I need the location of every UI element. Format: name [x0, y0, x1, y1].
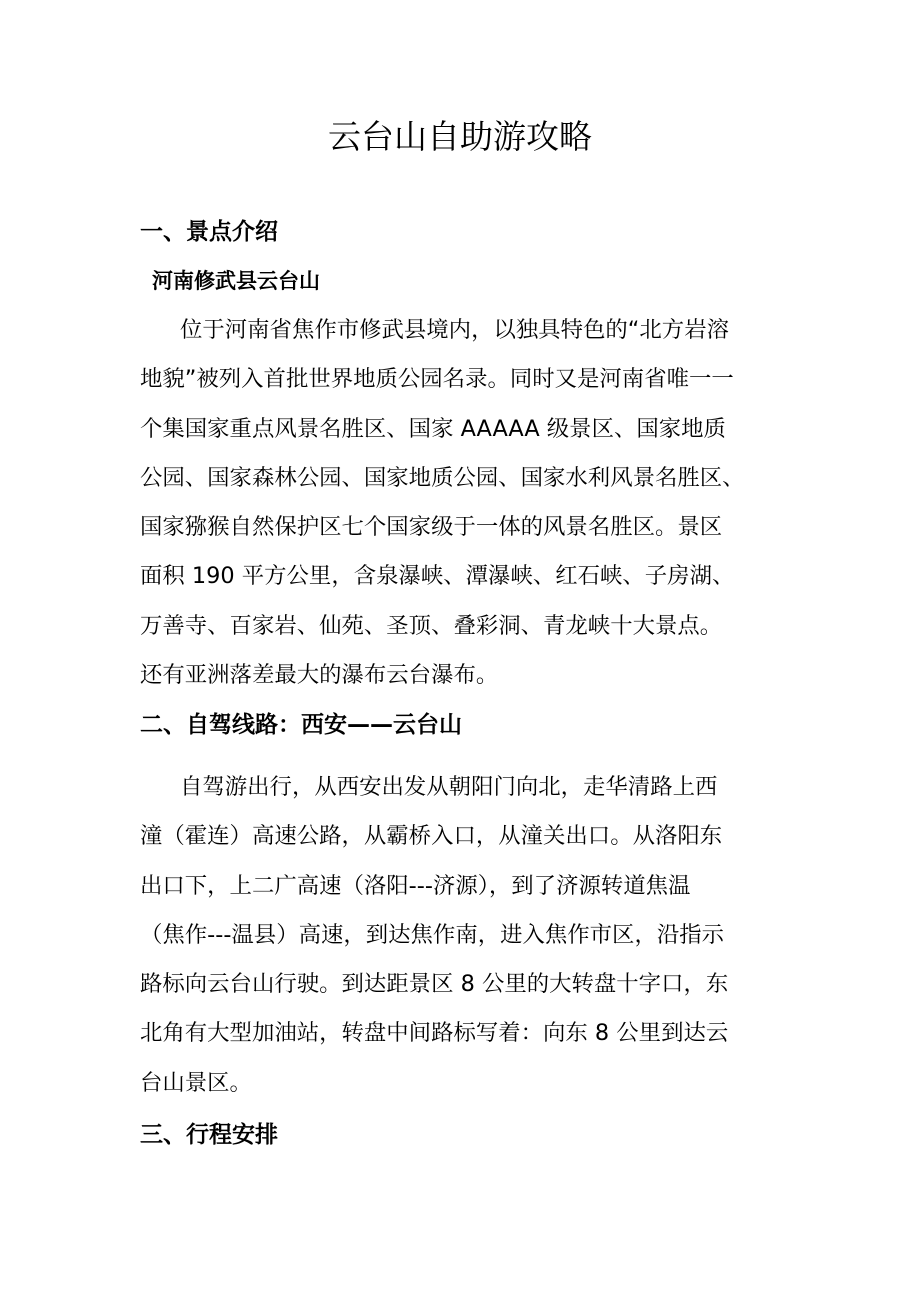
paragraph-line: 出口下，上二广高速（洛阳---济源），到了济源转道焦温	[140, 872, 691, 899]
document-title: 云台山自助游攻略	[328, 117, 592, 156]
subheading-yuntaishan: 河南修武县云台山	[152, 269, 320, 293]
paragraph-line: 路标向云台山行驶。到达距景区 8 公里的大转盘十字口，东	[140, 971, 729, 998]
paragraph-line: 北角有大型加油站，转盘中间路标写着：向东 8 公里到达云	[140, 1020, 729, 1047]
paragraph-line: 公园、国家森林公园、国家地质公园、国家水利风景名胜区、	[140, 464, 745, 491]
section-heading-attractions: 一、景点介绍	[140, 219, 278, 245]
paragraph-line: 国家猕猴自然保护区七个国家级于一体的风景名胜区。景区	[140, 514, 723, 541]
paragraph-line: 万善寺、百家岩、仙苑、圣顶、叠彩洞、青龙峡十大景点。	[140, 612, 723, 639]
paragraph-line: 自驾游出行，从西安出发从朝阳门向北，走华清路上西	[180, 774, 718, 800]
paragraph-line: 台山景区。	[140, 1069, 252, 1096]
paragraph-line: 个集国家重点风景名胜区、国家 AAAAA 级景区、国家地质	[140, 415, 726, 442]
paragraph-driving-route	[140, 763, 780, 1108]
paragraph-line: 面积 190 平方公里，含泉瀑峡、潭瀑峡、红石峡、子房湖、	[140, 563, 735, 590]
paragraph-line: （焦作---温县）高速，到达焦作南，进入焦作市区，沿指示	[140, 921, 725, 948]
paragraph-line: 潼（霍连）高速公路，从霸桥入口，从潼关出口。从洛阳东	[140, 823, 723, 850]
paragraph-line: 地貌”被列入首批世界地质公园名录。同时又是河南省唯一一	[140, 366, 734, 393]
paragraph-line: 位于河南省焦作市修武县境内，以独具特色的“北方岩溶	[180, 317, 729, 343]
paragraph-attractions	[140, 306, 780, 700]
section-heading-itinerary: 三、行程安排	[140, 1122, 278, 1148]
section-heading-driving-route: 二、自驾线路：西安——云台山	[140, 712, 462, 738]
paragraph-line: 还有亚洲落差最大的瀑布云台瀑布。	[140, 662, 499, 689]
